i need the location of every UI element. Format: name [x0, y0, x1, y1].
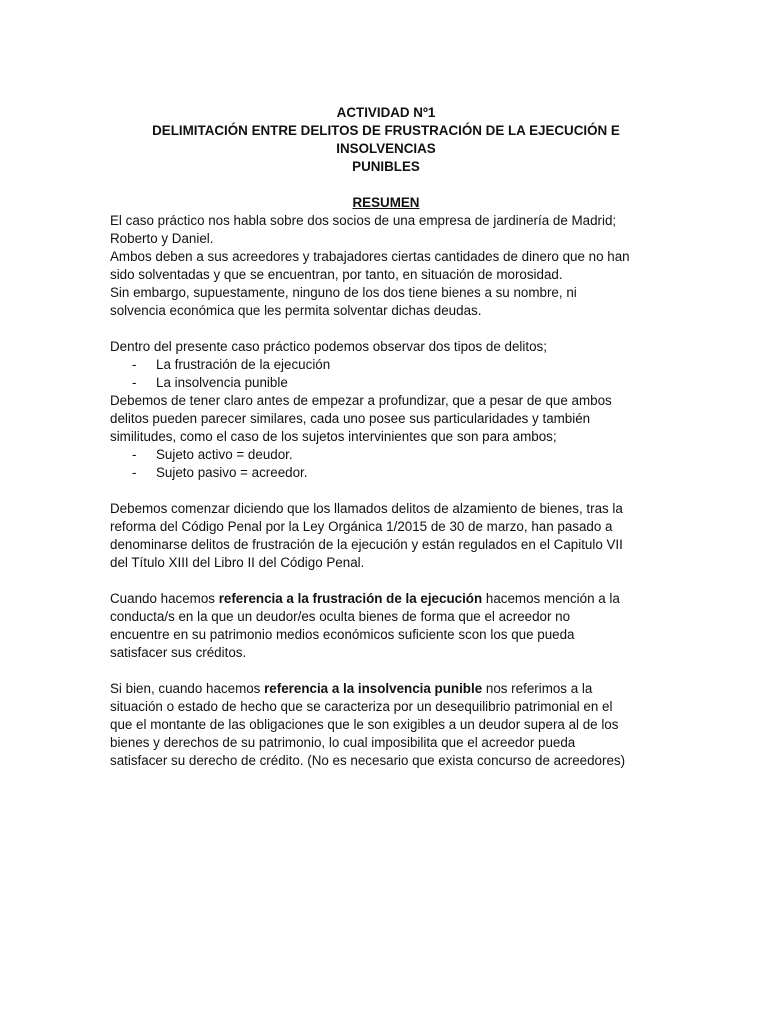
paragraph-legal-reform	[110, 500, 662, 572]
text-line: Debemos comenzar diciendo que los llamados delitos de alzamiento de bienes, tras la	[110, 501, 623, 516]
text-line: sido solventadas y que se encuentran, por tanto, en situación de morosidad.	[110, 267, 563, 282]
text-line: Debemos de tener claro antes de empezar a profundizar, que a pesar de que ambos	[110, 393, 612, 408]
text-run: hacemos mención a la	[482, 591, 620, 606]
text-line	[110, 680, 662, 698]
spacer	[110, 572, 662, 590]
spacer	[110, 176, 662, 194]
text-line: del Título XIII del Libro II del Código Penal.	[110, 555, 365, 570]
text-line: satisfacer su derecho de crédito. (No es necesario que exista concurso de acreedores)	[110, 753, 626, 768]
list-item	[110, 374, 662, 392]
text-line: reforma del Código Penal por la Ley Orgánica 1/2015 de 30 de marzo, han pasado a	[110, 519, 613, 534]
document-subtitle-line2: PUNIBLES	[352, 159, 420, 174]
dash-bullet: -	[132, 465, 137, 480]
text-run: Cuando hacemos	[110, 591, 219, 606]
paragraph-summary	[110, 212, 662, 320]
dash-bullet: -	[132, 357, 137, 372]
text-line: conducta/s en la que un deudor/es oculta bienes de forma que el acreedor no	[110, 609, 571, 624]
list-item-text: Sujeto pasivo = acreedor.	[156, 465, 308, 480]
text-line: El caso práctico nos habla sobre dos socios de una empresa de jardinería de Madrid;	[110, 213, 617, 228]
text-line: Dentro del presente caso práctico podemos observar dos tipos de delitos;	[110, 339, 547, 354]
section-heading	[110, 194, 662, 212]
text-run: nos referimos a la	[482, 681, 593, 696]
text-line: similitudes, como el caso de los sujetos intervinientes que son para ambos;	[110, 429, 557, 444]
spacer	[110, 320, 662, 338]
list-item	[110, 464, 662, 482]
text-run: Si bien, cuando hacemos	[110, 681, 265, 696]
document-title: ACTIVIDAD Nº1	[336, 105, 436, 120]
text-line: que el montante de las obligaciones que le son exigibles a un deudor supera al de los	[110, 717, 619, 732]
list-item	[110, 446, 662, 464]
text-line: solvencia económica que les permita solventar dichas deudas.	[110, 303, 482, 318]
text-line: satisfacer sus créditos.	[110, 645, 247, 660]
text-line: situación o estado de hecho que se caracteriza por un desequilibrio patrimonial en el	[110, 699, 613, 714]
document-subtitle-line1: DELIMITACIÓN ENTRE DELITOS DE FRUSTRACIÓN DE LA EJECUCIÓN E INSOLVENCIAS	[152, 123, 620, 156]
paragraph-frustration	[110, 590, 662, 662]
paragraph-insolvency	[110, 680, 662, 770]
crime-types-list	[110, 356, 662, 392]
bold-term: referencia a la frustración de la ejecución	[218, 591, 483, 606]
text-line: delitos pueden parecer similares, cada uno posee sus particularidades y también	[110, 411, 591, 426]
list-item-text: Sujeto activo = deudor.	[156, 447, 293, 462]
paragraph-crime-types	[110, 338, 662, 482]
dash-bullet: -	[132, 375, 137, 390]
subjects-list	[110, 446, 662, 482]
text-line: Ambos deben a sus acreedores y trabajadores ciertas cantidades de dinero que no han	[110, 249, 630, 264]
list-item	[110, 356, 662, 374]
section-heading-text: RESUMEN	[352, 195, 420, 210]
spacer	[110, 662, 662, 680]
spacer	[110, 482, 662, 500]
text-line: denominarse delitos de frustración de la ejecución y están regulados en el Capitulo VII	[110, 537, 623, 552]
text-line: bienes y derechos de su patrimonio, lo cual imposibilita que el acreedor pueda	[110, 735, 576, 750]
text-line	[110, 590, 662, 608]
list-item-text: La insolvencia punible	[156, 375, 288, 390]
document-content	[110, 104, 662, 770]
text-line: Roberto y Daniel.	[110, 231, 214, 246]
text-line: Sin embargo, supuestamente, ninguno de los dos tiene bienes a su nombre, ni	[110, 285, 577, 300]
list-item-text: La frustración de la ejecución	[156, 357, 331, 372]
text-line: encuentre en su patrimonio medios económicos suficiente scon los que pueda	[110, 627, 575, 642]
dash-bullet: -	[132, 447, 137, 462]
bold-term: referencia a la insolvencia punible	[264, 681, 483, 696]
